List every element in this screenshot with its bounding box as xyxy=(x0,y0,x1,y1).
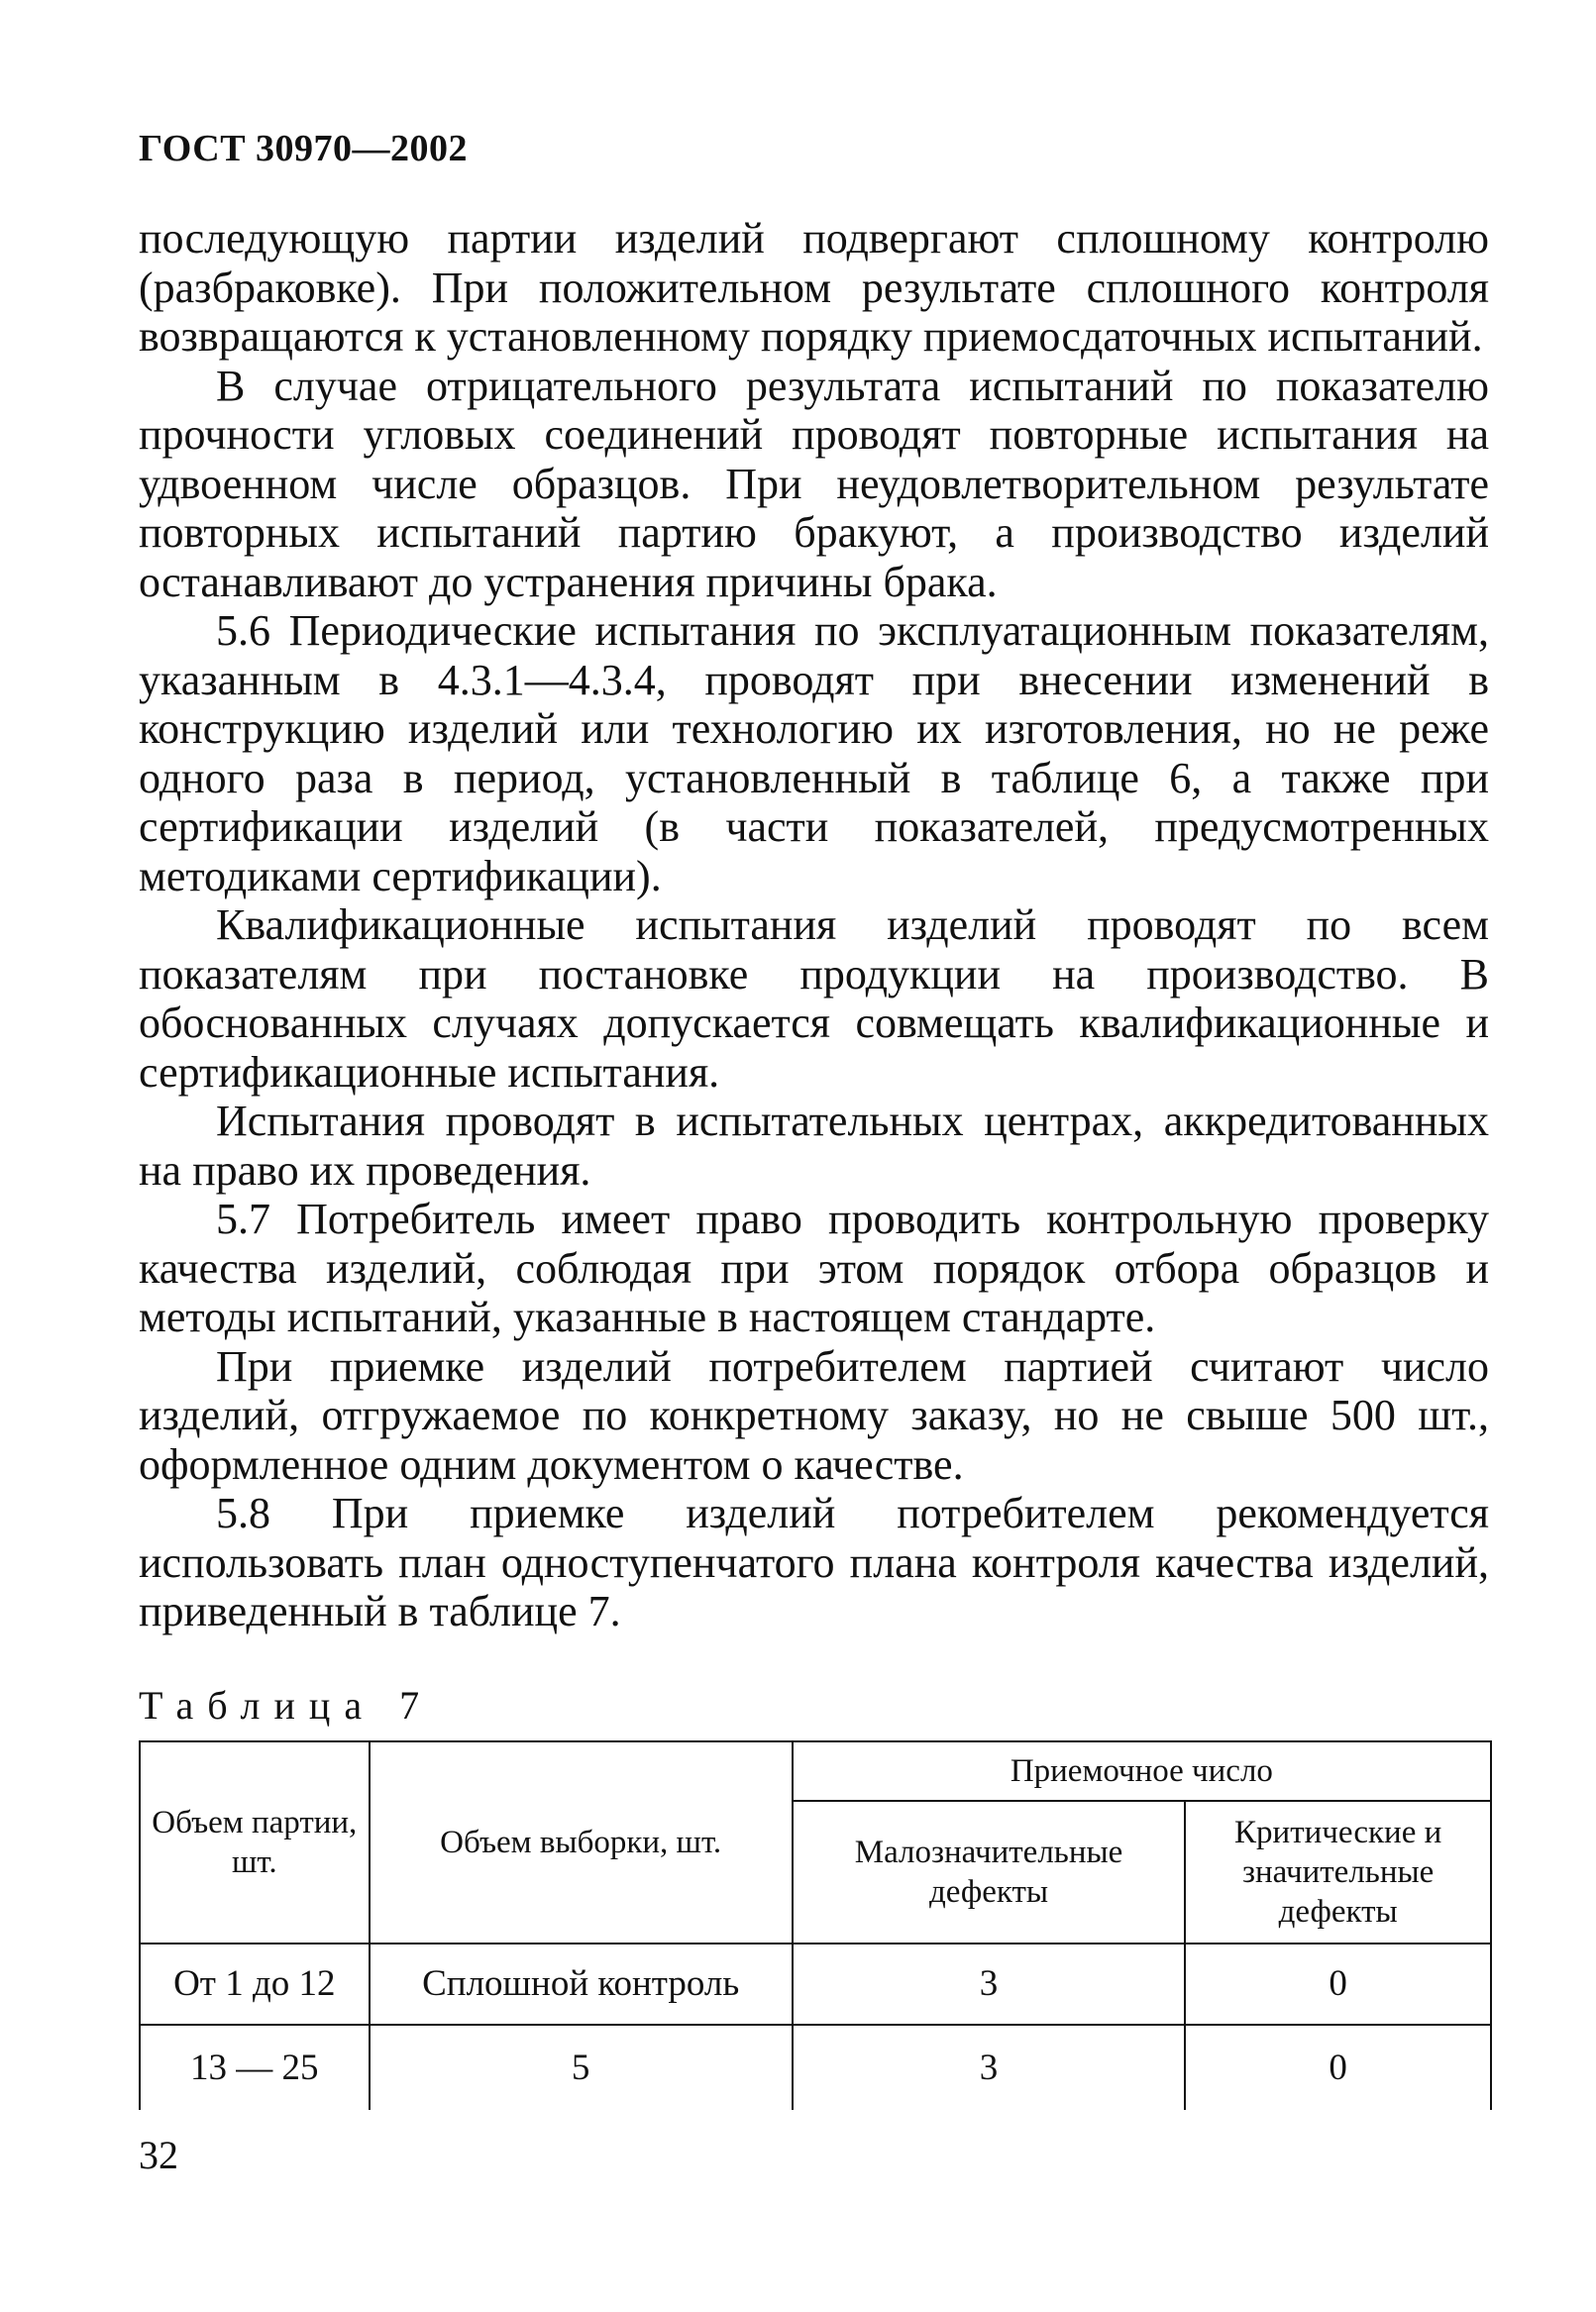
document-header: ГОСТ 30970—2002 xyxy=(139,128,469,169)
acceptance-table xyxy=(139,1740,1492,2110)
cell-critical-defects: 0 xyxy=(1185,2025,1491,2110)
page-number: 32 xyxy=(139,2133,178,2177)
cell-lot-size: От 1 до 12 xyxy=(140,1944,370,2025)
table-row xyxy=(140,2025,1491,2110)
body-text xyxy=(139,214,1489,1636)
header-minor-defects: Малозначительные дефекты xyxy=(793,1801,1186,1944)
header-lot-size: Объем партии, шт. xyxy=(140,1741,370,1944)
paragraph: В случае отрицательного результата испытаний по показателю прочности угловых соединений проводят повторные испытания на удвоенном числе образцов. При неудовлетворительном результате повторных испытаний партию бракуют, а производство изделий останавливают до устранения причины брака. xyxy=(139,361,1489,606)
paragraph: 5.8 При приемке изделий потребителем рекомендуется использовать план одноступенчатого плана контроля качества изделий, приведенный в таблице 7. xyxy=(139,1489,1489,1635)
cell-minor-defects: 3 xyxy=(793,2025,1186,2110)
paragraph: При приемке изделий потребителем партией считают число изделий, отгружаемое по конкретному заказу, но не свыше 500 шт., оформленное одним документом о качестве. xyxy=(139,1341,1489,1489)
paragraph: 5.7 Потребитель имеет право проводить контрольную проверку качества изделий, соблюдая при этом порядок отбора образцов и методы испытаний, указанные в настоящем стандарте. xyxy=(139,1195,1489,1341)
cell-sample-size: 5 xyxy=(370,2025,793,2110)
header-sample-size: Объем выборки, шт. xyxy=(370,1741,793,1944)
header-acceptance-number: Приемочное число xyxy=(793,1741,1491,1801)
table-row xyxy=(140,1944,1491,2025)
paragraph: последующую партии изделий подвергают сплошному контролю (разбраковке). При положительном результате сплошного контроля возвращаются к установленному порядку приемосдаточных испытаний. xyxy=(139,214,1489,361)
paragraph: Квалификационные испытания изделий проводят по всем показателям при постановке продукции на производство. В обоснованных случаях допускается совмещать квалификационные и сертификационные испытания. xyxy=(139,900,1489,1097)
header-critical-defects: Критические и значительные дефекты xyxy=(1185,1801,1491,1944)
cell-lot-size: 13 — 25 xyxy=(140,2025,370,2110)
paragraph: Испытания проводят в испытательных центрах, аккредитованных на право их проведения. xyxy=(139,1097,1489,1195)
cell-sample-size: Сплошной контроль xyxy=(370,1944,793,2025)
paragraph: 5.6 Периодические испытания по эксплуатационным показателям, указанным в 4.3.1—4.3.4, проводят при внесении изменений в конструкцию изделий или технологию их изготовления, но не реже одного раза в период, установленный в таблице 6, а также при сертификации изделий (в части показателей, предусмотренных методиками сертификации). xyxy=(139,606,1489,900)
cell-minor-defects: 3 xyxy=(793,1944,1186,2025)
cell-critical-defects: 0 xyxy=(1185,1944,1491,2025)
table-title: Таблица 7 xyxy=(139,1683,434,1728)
